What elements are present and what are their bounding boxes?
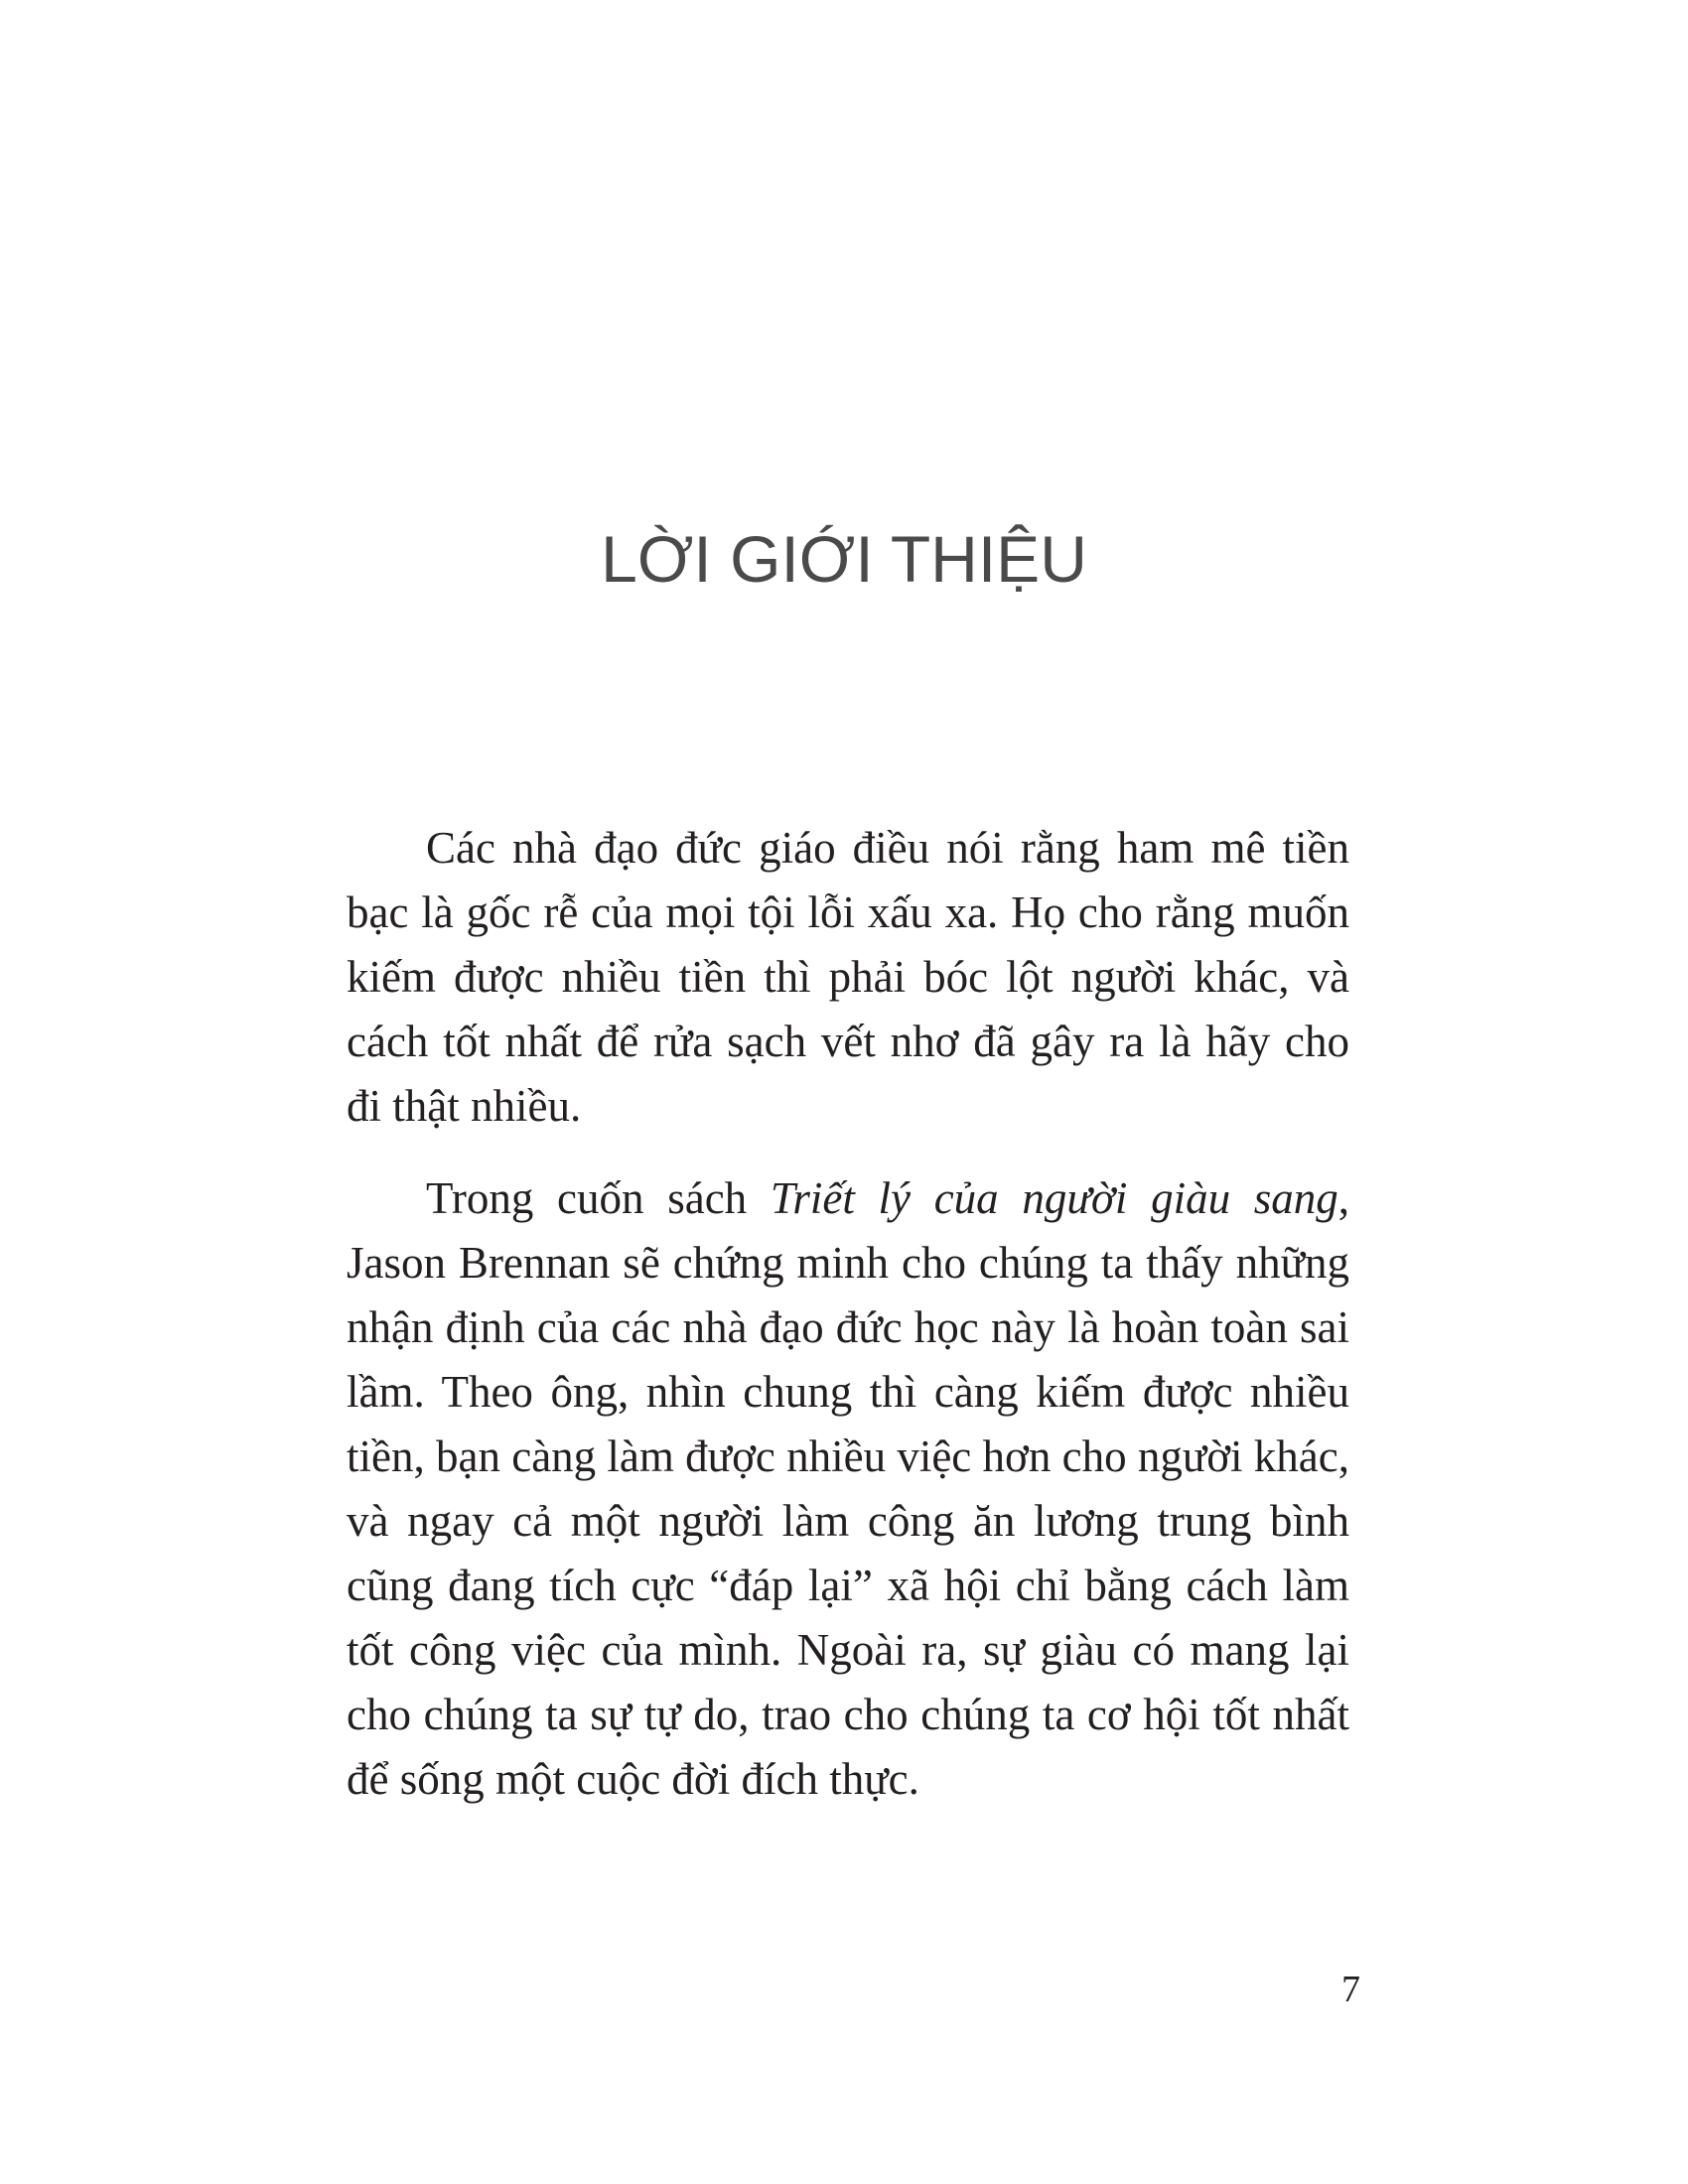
paragraph-intro: Các nhà đạo đức giáo điều nói rằng ham mê tiền bạc là gốc rễ của mọi tội lỗi xấu xa. Họ cho rằng muốn kiếm được nhiều tiền thì phải bóc lột người khác, và cách tốt nhất để rửa sạch vết nhơ đã gây ra là hãy cho đi thật nhiều. xyxy=(347,823,1349,1131)
body-text xyxy=(347,816,1349,1812)
paragraph-text-after-title: , Jason Brennan sẽ chứng minh cho chúng ta thấy những nhận định của các nhà đạo đức học này là hoàn toàn sai lầm. Theo ông, nhìn chung thì càng kiếm được nhiều tiền, bạn càng làm được nhiều việc hơn cho người khác, và ngay cả một người làm công ăn lương trung bình cũng đang tích cực “đáp lại” xã hội chỉ bằng cách làm tốt công việc của mình. Ngoài ra, sự giàu có mang lại cho chúng ta sự tự do, trao cho chúng ta cơ hội tốt nhất để sống một cuộc đời đích thực. xyxy=(347,1173,1350,1804)
paragraph-text-before-title: Trong cuốn sách xyxy=(426,1173,771,1223)
page-number: 7 xyxy=(1341,1969,1360,2010)
paragraph-book-summary xyxy=(347,1166,1349,1812)
chapter-title: LỜI GIỚI THIỆU xyxy=(601,522,1087,596)
book-title: Triết lý của người giàu sang xyxy=(770,1173,1338,1223)
